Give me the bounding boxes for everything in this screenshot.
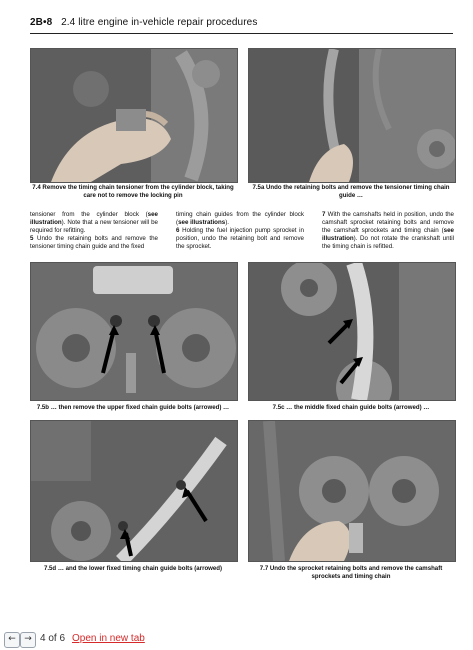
- page-title: 2.4 litre engine in-vehicle repair procedures: [61, 17, 258, 28]
- text-column-3: [322, 211, 454, 251]
- see-illustration-ref: see illustration: [30, 211, 158, 226]
- text-column-2: [176, 211, 304, 251]
- text-col1-c: Undo the retaining bolts and remove the tensioner timing chain guide and the fixed: [30, 235, 158, 250]
- arrow-right-icon: →: [24, 634, 32, 644]
- page-indicator: 4 of 6: [40, 633, 66, 644]
- section-number: 2B•8: [30, 17, 53, 28]
- next-page-button[interactable]: [20, 632, 36, 648]
- caption-7-5d: 7.5d … and the lower fixed timing chain guide bolts (arrowed): [43, 565, 223, 572]
- text-col2-b: ).: [225, 219, 229, 226]
- photo-7-5b: [30, 262, 238, 401]
- photo-7-5d: [30, 420, 238, 562]
- text-column-1: [30, 211, 158, 251]
- photo-7-5c: [248, 262, 456, 401]
- step-number-7: 7: [322, 211, 326, 218]
- text-col3-b: ). Do not rotate the crankshaft until the timing chain is refitted.: [322, 235, 454, 250]
- viewer-toolbar: [0, 626, 473, 650]
- see-illustrations-ref: see illustrations: [178, 219, 226, 226]
- prev-page-button[interactable]: [4, 632, 20, 648]
- page-header: [30, 17, 257, 28]
- caption-7-5c: 7.5c … the middle fixed chain guide bolts (arrowed) …: [272, 404, 430, 411]
- open-in-new-tab-link[interactable]: Open in new tab: [72, 633, 145, 644]
- photo-7-5a: [248, 48, 456, 183]
- header-rule: [30, 33, 453, 34]
- caption-7-5a: 7.5a Undo the retaining bolts and remove the tensioner timing chain guide …: [252, 184, 450, 199]
- see-illustration-ref-2: see illustration: [322, 227, 454, 242]
- step-number-6: 6: [176, 227, 180, 234]
- text-col2-a: timing chain guides from the cylinder block (: [176, 211, 304, 226]
- photo-7-4: [30, 48, 238, 183]
- step-number-5: 5: [30, 235, 34, 242]
- arrow-left-icon: ←: [8, 634, 16, 644]
- text-col3-a: With the camshafts held in position, undo the camshaft sprocket retaining bolts and remove the camshaft sprockets and timing chain (: [322, 211, 454, 234]
- photo-7-7: [248, 420, 456, 562]
- caption-7-5b: 7.5b … then remove the upper fixed chain guide bolts (arrowed) …: [36, 404, 230, 411]
- text-col2-c: Holding the fuel injection pump sprocket in position, undo the retaining bolt and remove the sprocket.: [176, 227, 304, 250]
- text-col1-a: tensioner from the cylinder block (: [30, 211, 148, 218]
- caption-7-4: 7.4 Remove the timing chain tensioner from the cylinder block, taking care not to remove the locking pin: [32, 184, 234, 199]
- text-col1-b: ). Note that a new tensioner will be required for refitting.: [30, 219, 158, 234]
- caption-7-7: 7.7 Undo the sprocket retaining bolts and remove the camshaft sprockets and timing chain: [259, 565, 443, 580]
